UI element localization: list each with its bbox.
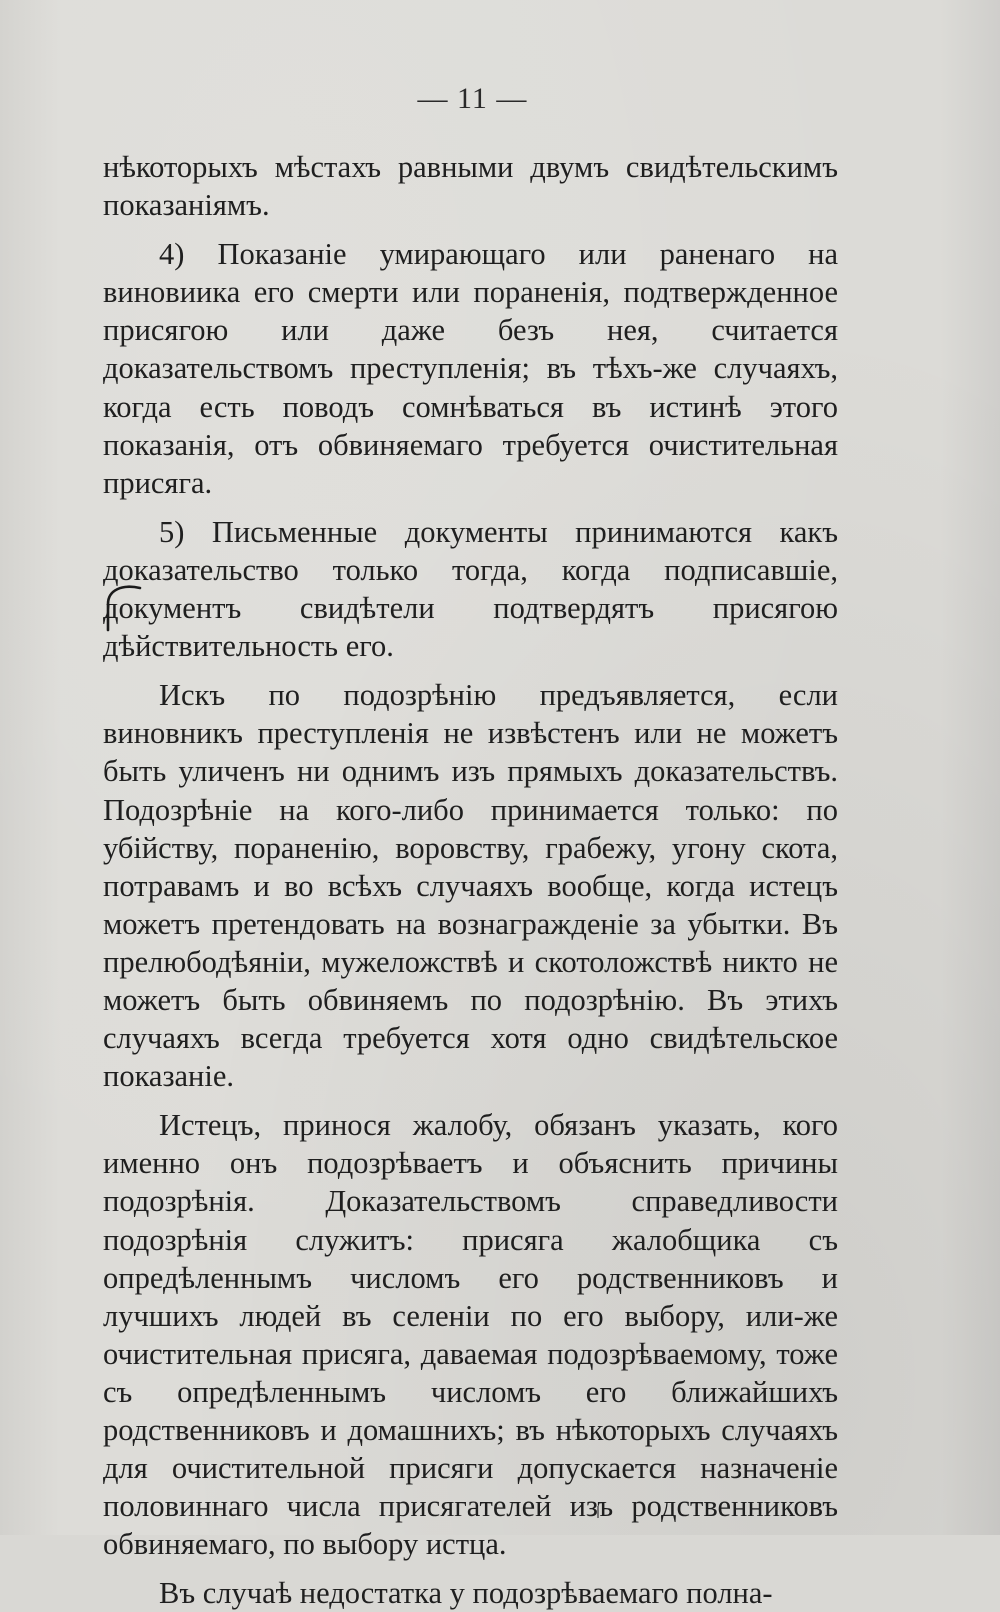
paragraph-continuation: нѣкоторыхъ мѣстахъ равными двумъ свидѣтельскимъ показаніямъ. [103,150,838,223]
paragraph-shortage: Въ случаѣ недостатка у подозрѣваемаго полна- [159,1576,773,1611]
paragraph-plaintiff: Истецъ, принося жалобу, обязанъ указать, кого именно онъ подозрѣваетъ и объяснить причины подозрѣнія. Доказательствомъ справедливости подозрѣнія служитъ: присяга жалобщика съ опредѣленнымъ числомъ его родственниковъ и лучшихъ людей въ селеніи по его выбору, или-же очистительная присяга, даваемая подозрѣваемому, тоже съ опредѣленнымъ числомъ его ближайшихъ родственниковъ и домашнихъ; въ нѣкоторыхъ случаяхъ для очистительной присяги допускается назначеніе половиннаго числа присягателей изъ родственниковъ обвиняемаго, по выбору истца. [103,1108,838,1562]
paragraph-item-4: 4) Показаніе умирающаго или раненаго на виновиика его смерти или пораненія, подтвержденное присягою или даже безъ нея, считается доказательствомъ преступленія; въ тѣхъ-же случаяхъ, когда есть поводъ сомнѣваться въ истинѣ этого показанія, отъ обвиняемаго требуется очистительная присяга. [103,237,838,500]
body-text [103,148,838,1612]
page-number: — 11 — [417,82,528,115]
ink-speck-icon [596,1505,600,1519]
bracket-mark-icon [100,580,144,640]
paragraph-suspicion-claim: Искъ по подозрѣнію предъявляется, если виновникъ преступленія не извѣстенъ или не можетъ быть уличенъ ни однимъ изъ прямыхъ доказательствъ. Подозрѣніе на кого-либо принимается только: по убійству, пораненію, воровству, грабежу, угону скота, потравамъ и во всѣхъ случаяхъ вообще, когда истецъ можетъ претендовать на вознагражденіе за убытки. Въ прелюбодѣяніи, мужеложствѣ и скотоложствѣ никто не можетъ быть обвиняемъ по подозрѣнію. Въ этихъ случаяхъ всегда требуется хотя одно свидѣтельское показаніе. [103,678,838,1094]
paragraph-item-5: 5) Письменные документы принимаются какъ доказательство только тогда, когда подписавшіе, документъ свидѣтели подтвердятъ присягою дѣйствительность его. [103,514,838,664]
